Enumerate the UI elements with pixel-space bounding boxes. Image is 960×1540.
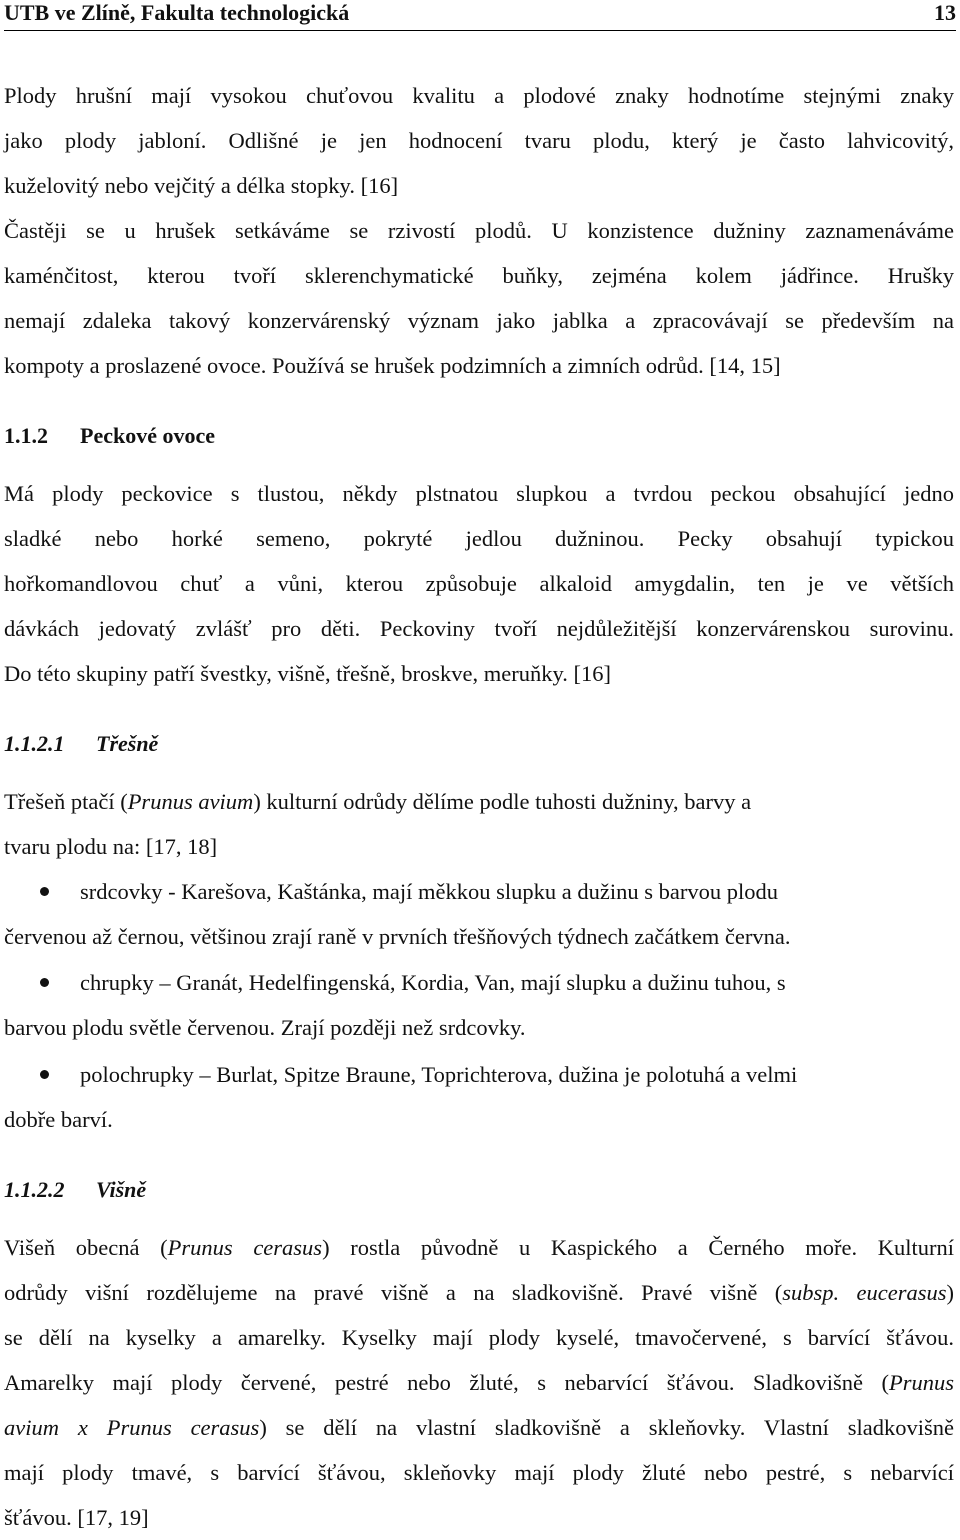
paragraph-line: dobře barví. <box>4 1107 113 1132</box>
text-run: odrůdy višní rozdělujeme na pravé višně a na sladkovišně. Pravé višně ( <box>4 1280 783 1305</box>
paragraph-line <box>4 779 954 824</box>
subsection-title: Třešně <box>96 731 159 756</box>
bullet-item <box>4 1052 954 1097</box>
bullet-item <box>4 869 954 914</box>
subsection-number: 1.1.2.2 <box>4 1177 65 1202</box>
paragraph-line: Má plody peckovice s tlustou, někdy plstnatou slupkou a tvrdou peckou obsahující jedno <box>4 481 954 506</box>
text-run <box>839 1280 856 1305</box>
text-run: ) <box>946 1280 955 1305</box>
subsection-number: 1.1.2.1 <box>4 731 65 756</box>
paragraph-line <box>4 1360 954 1405</box>
latin-name: Prunus cerasus <box>167 1235 323 1260</box>
paragraph-line: jako plody jabloní. Odlišné je jen hodnocení tvaru plodu, který je často lahvicovitý, <box>4 128 954 153</box>
paragraph-line: červenou až černou, většinou zrají raně v prvních třešňových týdnech začátkem června. <box>4 924 791 949</box>
latin-name: subsp. <box>782 1280 840 1305</box>
text-run: Višeň obecná ( <box>4 1235 168 1260</box>
latin-name: Prunus <box>888 1370 954 1395</box>
paragraph-line: hořkomandlovou chuť a vůni, kterou způsobuje alkaloid amygdalin, ten je ve větších <box>4 571 954 596</box>
text-run: ) se dělí na vlastní sladkovišně a skleňovky. Vlastní sladkovišně <box>259 1415 954 1440</box>
text-run: Třešeň ptačí ( <box>4 789 128 814</box>
bullet-item <box>4 960 954 1005</box>
paragraph-line: Do této skupiny patří švestky, višně, třešně, broskve, meruňky. [16] <box>4 661 611 686</box>
paragraph-line: se dělí na kyselky a amarelky. Kyselky mají plody kyselé, tmavočervené, s barvící šťávou. <box>4 1325 954 1350</box>
paragraph-line: tvaru plodu na: [17, 18] <box>4 834 218 859</box>
paragraph-line <box>4 1225 954 1270</box>
paragraph-line: Plody hrušní mají vysokou chuťovou kvalitu a plodové znaky hodnotíme stejnými znaky <box>4 83 954 108</box>
bullet-dot-icon <box>40 978 49 987</box>
bullet-dot-icon <box>40 1070 49 1079</box>
text-run: Amarelky mají plody červené, pestré nebo žluté, s nebarvící šťávou. Sladkovišně ( <box>4 1370 889 1395</box>
paragraph-line: sladké nebo horké semeno, pokryté jedlou dužninou. Pecky obsahují typickou <box>4 526 954 551</box>
bullet-dot-icon <box>40 887 49 896</box>
paragraph-line: kuželovitý nebo vejčitý a délka stopky. [16] <box>4 173 399 198</box>
paragraph-line: mají plody tmavé, s barvící šťávou, skleňovky mají plody žluté nebo pestré, s nebarvící <box>4 1460 954 1485</box>
latin-name: avium x Prunus cerasus <box>4 1415 260 1440</box>
bullet-text: polochrupky – Burlat, Spitze Braune, Toprichterova, dužina je polotuhá a velmi <box>80 1062 798 1087</box>
paragraph-line: šťávou. [17, 19] <box>4 1505 149 1530</box>
bullet-text: chrupky – Granát, Hedelfingenská, Kordia, Van, mají slupku a dužinu tuhou, s <box>80 970 786 995</box>
paragraph-line <box>4 1405 954 1450</box>
paragraph-line: Častěji se u hrušek setkáváme se rzivostí plodů. U konzistence dužniny zaznamenáváme <box>4 218 954 243</box>
text-run: ) rostla původně u Kaspického a Černého moře. Kulturní <box>322 1235 955 1260</box>
latin-name: Prunus avium <box>127 789 254 814</box>
subsection-heading <box>4 729 158 759</box>
text-run: ) kulturní odrůdy dělíme podle tuhosti dužniny, barvy a <box>253 789 752 814</box>
paragraph-line: kompoty a proslazené ovoce. Používá se hrušek podzimních a zimních odrůd. [14, 15] <box>4 353 781 378</box>
paragraph-line: nemají zdaleka takový konzervárenský význam jako jablka a zpracovávají se především na <box>4 308 954 333</box>
paragraph-line <box>4 1270 954 1315</box>
section-title: Peckové ovoce <box>80 423 215 448</box>
subsection-title: Višně <box>96 1177 147 1202</box>
paragraph-line: kaménčitost, kterou tvoří sklerenchymatické buňky, zejména kolem jádřince. Hrušky <box>4 263 954 288</box>
subsection-heading <box>4 1175 146 1205</box>
page-number: 13 <box>934 0 956 25</box>
paragraph-line: dávkách jedovatý zvlášť pro děti. Peckoviny tvoří nejdůležitější konzervárenskou surovinu. <box>4 616 954 641</box>
bullet-text: srdcovky - Karešova, Kaštánka, mají měkkou slupku a dužinu s barvou plodu <box>80 879 778 904</box>
section-heading <box>4 421 215 451</box>
paragraph-line: barvou plodu světle červenou. Zrají později než srdcovky. <box>4 1015 526 1040</box>
section-number: 1.1.2 <box>4 423 48 448</box>
latin-name: eucerasus <box>856 1280 947 1305</box>
page-header <box>4 0 956 31</box>
header-title: UTB ve Zlíně, Fakulta technologická <box>4 0 350 25</box>
